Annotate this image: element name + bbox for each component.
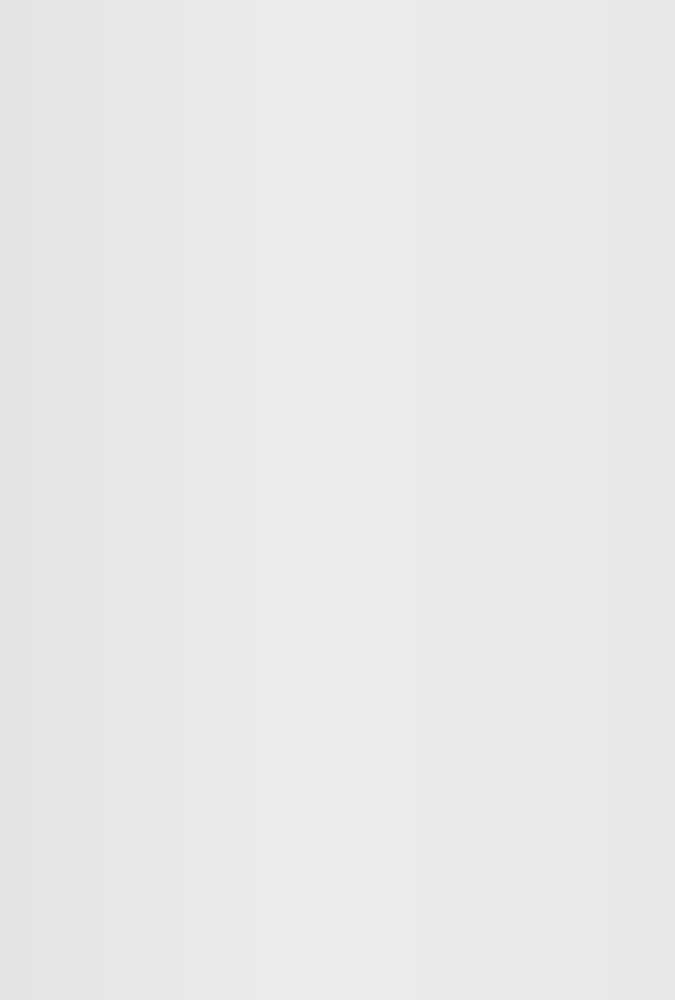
phone-page-block bbox=[20, 612, 616, 912]
name-address-block bbox=[20, 112, 616, 612]
